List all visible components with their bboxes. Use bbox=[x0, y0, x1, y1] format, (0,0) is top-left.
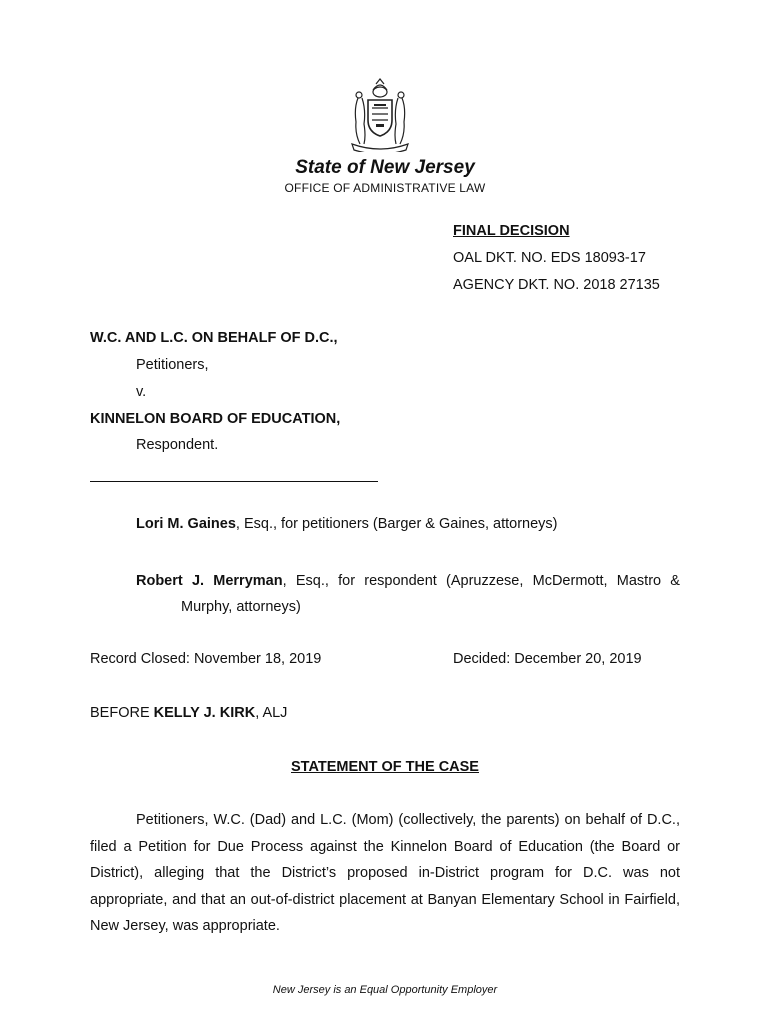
judge-name: KELLY J. KIRK bbox=[153, 705, 256, 721]
record-closed-date: Record Closed: November 18, 2019 bbox=[90, 651, 322, 667]
statement-paragraph bbox=[90, 807, 680, 940]
before-suffix: , ALJ bbox=[255, 705, 288, 721]
petitioner-name: W.C. AND L.C. ON BEHALF OF D.C., bbox=[90, 330, 338, 346]
petitioner-role: Petitioners, bbox=[136, 357, 209, 373]
respondent-name: KINNELON BOARD OF EDUCATION, bbox=[90, 411, 341, 427]
respondent-role: Respondent. bbox=[136, 437, 219, 453]
office-name: OFFICE OF ADMINISTRATIVE LAW bbox=[284, 181, 486, 195]
statement-text: Petitioners, W.C. (Dad) and L.C. (Mom) (collectively, the parents) on behalf of D.C., filed a Petition for Due Process against the Kinnelon Board of Education (the Board or District), alleging that the District’s proposed in-District program for D.C. was not appropriate, and that an out-of-district placement at Banyan Elementary School in Fairfield, New Jersey, was appropriate. bbox=[90, 812, 680, 934]
oal-docket-number: OAL DKT. NO. EDS 18093-17 bbox=[453, 250, 646, 266]
counsel-petitioner-detail: , Esq., for petitioners (Barger & Gaines, attorneys) bbox=[235, 516, 558, 532]
state-title: State of New Jersey bbox=[295, 157, 475, 178]
agency-docket-number: AGENCY DKT. NO. 2018 27135 bbox=[453, 277, 660, 293]
footer-note: New Jersey is an Equal Opportunity Employer bbox=[272, 984, 498, 996]
caption-divider bbox=[90, 481, 378, 482]
counsel-petitioner-name: Lori M. Gaines bbox=[136, 516, 236, 532]
state-seal-icon bbox=[346, 78, 414, 152]
counsel-respondent-name: Robert J. Merryman bbox=[136, 573, 283, 589]
before-prefix: BEFORE bbox=[90, 705, 154, 721]
counsel-petitioner bbox=[136, 516, 557, 532]
counsel-respondent bbox=[136, 568, 680, 620]
counsel-respondent-detail: , Esq., for respondent (Apruzzese, McDermott, Mastro & Murphy, attorneys) bbox=[181, 573, 680, 615]
section-title: STATEMENT OF THE CASE bbox=[291, 759, 479, 775]
decision-type: FINAL DECISION bbox=[453, 223, 570, 239]
before-judge bbox=[90, 705, 287, 721]
decided-date: Decided: December 20, 2019 bbox=[453, 651, 642, 667]
versus: v. bbox=[136, 384, 147, 400]
